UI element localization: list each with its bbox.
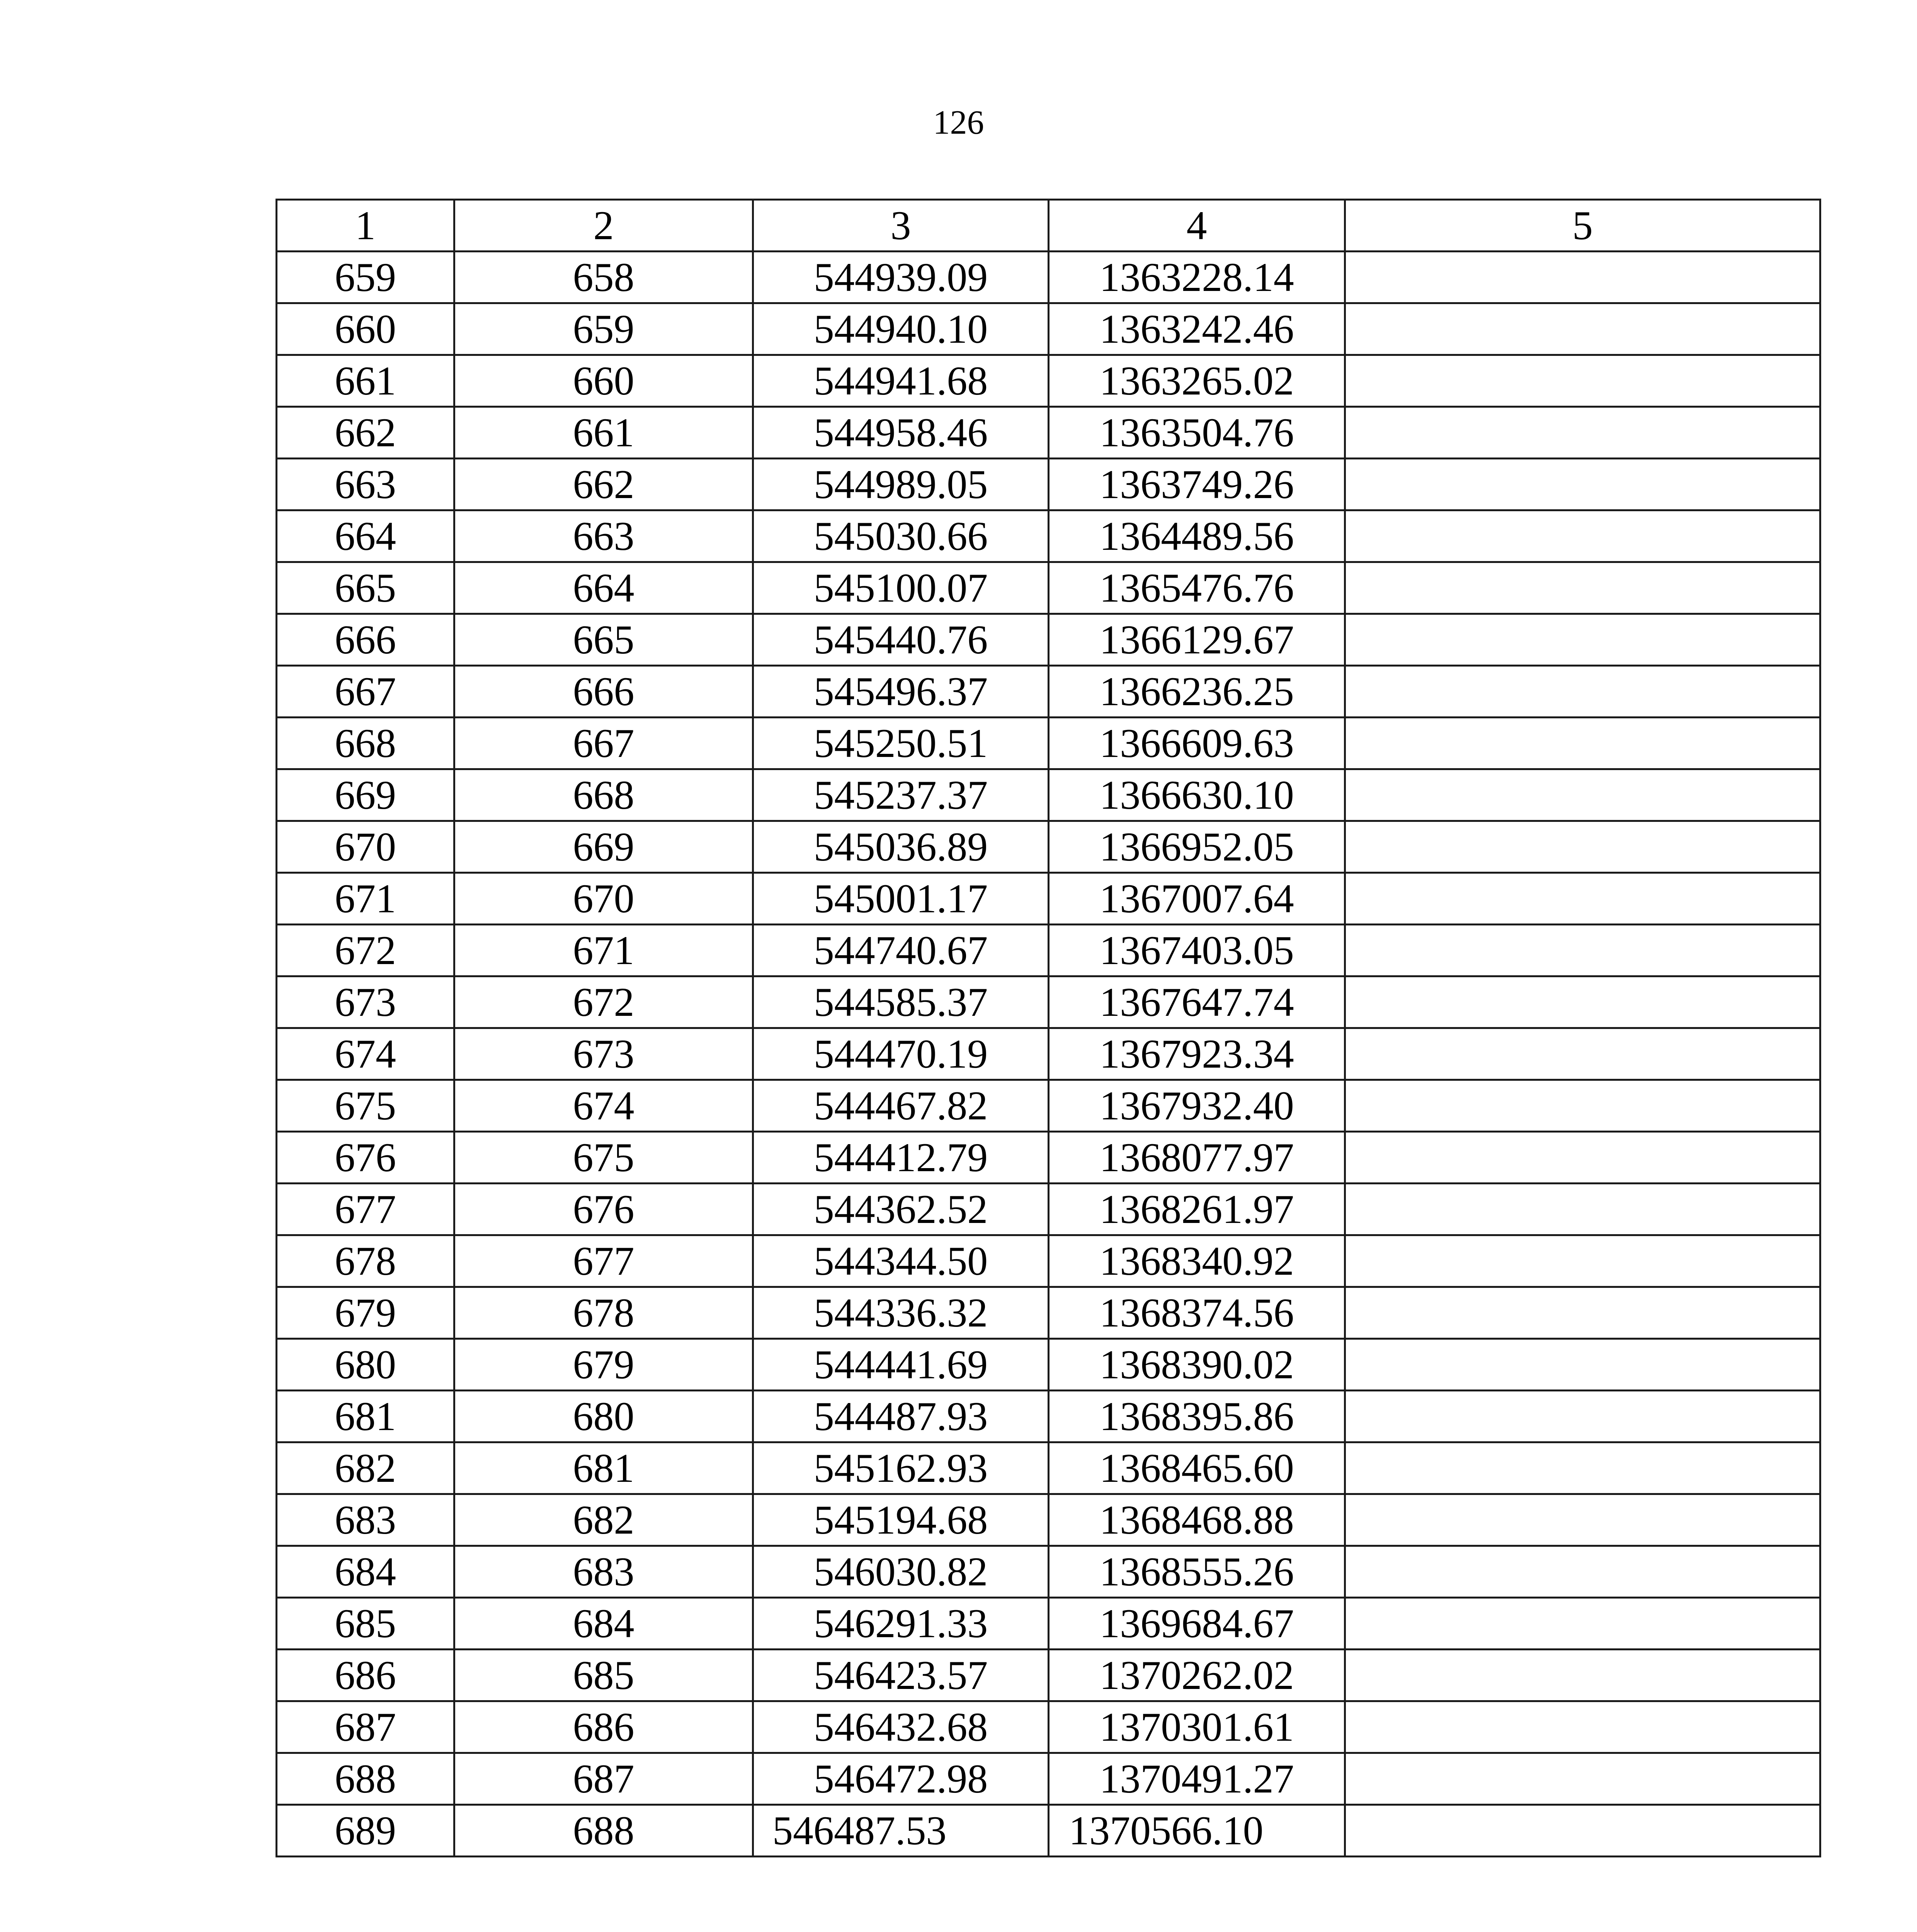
column-number-cell: 1 [277, 200, 454, 252]
boundary-point-cell: 675 [454, 1132, 753, 1184]
note-cell [1345, 1805, 1820, 1857]
coordinate-x-cell: 546487.53 [753, 1805, 1049, 1857]
note-cell [1345, 1391, 1820, 1442]
table-row [277, 1080, 1820, 1132]
note-cell [1345, 1184, 1820, 1235]
coordinate-x-cell: 545036.89 [753, 821, 1049, 873]
boundary-point-cell: 665 [454, 614, 753, 666]
column-number-cell: 3 [753, 200, 1049, 252]
note-cell [1345, 1546, 1820, 1598]
coordinate-y-cell: 1367647.74 [1049, 976, 1345, 1028]
coordinate-y-cell: 1368374.56 [1049, 1287, 1345, 1339]
table-row [277, 873, 1820, 925]
table-row [277, 1546, 1820, 1598]
point-number-cell: 681 [277, 1391, 454, 1442]
point-number-cell: 661 [277, 355, 454, 407]
boundary-point-cell: 687 [454, 1753, 753, 1805]
note-cell [1345, 1339, 1820, 1391]
table-row [277, 1235, 1820, 1287]
boundary-point-cell: 678 [454, 1287, 753, 1339]
coordinate-x-cell: 545496.37 [753, 666, 1049, 718]
table-row [277, 1753, 1820, 1805]
coordinate-y-cell: 1367007.64 [1049, 873, 1345, 925]
point-number-cell: 679 [277, 1287, 454, 1339]
boundary-point-cell: 679 [454, 1339, 753, 1391]
coordinate-y-cell: 1367923.34 [1049, 1028, 1345, 1080]
coordinate-x-cell: 546432.68 [753, 1701, 1049, 1753]
boundary-point-cell: 684 [454, 1598, 753, 1650]
note-cell [1345, 614, 1820, 666]
note-cell [1345, 1235, 1820, 1287]
point-number-cell: 669 [277, 769, 454, 821]
note-cell [1345, 821, 1820, 873]
point-number-cell: 680 [277, 1339, 454, 1391]
column-number-cell: 2 [454, 200, 753, 252]
boundary-point-cell: 673 [454, 1028, 753, 1080]
coordinate-y-cell: 1368340.92 [1049, 1235, 1345, 1287]
table-row [277, 925, 1820, 976]
table-row [277, 355, 1820, 407]
coordinate-y-cell: 1363242.46 [1049, 303, 1345, 355]
coordinate-x-cell: 544467.82 [753, 1080, 1049, 1132]
coordinate-x-cell: 546472.98 [753, 1753, 1049, 1805]
coordinate-y-cell: 1363228.14 [1049, 252, 1345, 303]
note-cell [1345, 1753, 1820, 1805]
coordinate-x-cell: 545030.66 [753, 510, 1049, 562]
note-cell [1345, 1132, 1820, 1184]
point-number-cell: 662 [277, 407, 454, 459]
boundary-point-cell: 676 [454, 1184, 753, 1235]
point-number-cell: 678 [277, 1235, 454, 1287]
boundary-point-cell: 660 [454, 355, 753, 407]
coordinate-y-cell: 1363749.26 [1049, 459, 1345, 510]
boundary-point-cell: 669 [454, 821, 753, 873]
boundary-point-cell: 666 [454, 666, 753, 718]
boundary-point-cell: 658 [454, 252, 753, 303]
coordinate-x-cell: 544989.05 [753, 459, 1049, 510]
point-number-cell: 686 [277, 1650, 454, 1701]
note-cell [1345, 1494, 1820, 1546]
boundary-point-cell: 674 [454, 1080, 753, 1132]
coordinate-x-cell: 544412.79 [753, 1132, 1049, 1184]
boundary-point-cell: 672 [454, 976, 753, 1028]
point-number-cell: 660 [277, 303, 454, 355]
point-number-cell: 672 [277, 925, 454, 976]
coordinate-y-cell: 1366236.25 [1049, 666, 1345, 718]
coordinate-x-cell: 545440.76 [753, 614, 1049, 666]
point-number-cell: 664 [277, 510, 454, 562]
coordinate-y-cell: 1368465.60 [1049, 1442, 1345, 1494]
table-row [277, 1391, 1820, 1442]
coordinate-y-cell: 1368077.97 [1049, 1132, 1345, 1184]
coordinate-y-cell: 1370262.02 [1049, 1650, 1345, 1701]
boundary-point-cell: 671 [454, 925, 753, 976]
coordinate-y-cell: 1363504.76 [1049, 407, 1345, 459]
table-row [277, 718, 1820, 769]
point-number-cell: 684 [277, 1546, 454, 1598]
note-cell [1345, 769, 1820, 821]
coordinate-x-cell: 544939.09 [753, 252, 1049, 303]
table-row [277, 1339, 1820, 1391]
boundary-point-cell: 682 [454, 1494, 753, 1546]
column-number-row [277, 200, 1820, 252]
note-cell [1345, 355, 1820, 407]
table-row [277, 562, 1820, 614]
table-row [277, 1028, 1820, 1080]
table-row [277, 976, 1820, 1028]
boundary-point-cell: 661 [454, 407, 753, 459]
coordinate-y-cell: 1368261.97 [1049, 1184, 1345, 1235]
point-number-cell: 689 [277, 1805, 454, 1857]
point-number-cell: 670 [277, 821, 454, 873]
coordinate-y-cell: 1368468.88 [1049, 1494, 1345, 1546]
coordinate-x-cell: 546030.82 [753, 1546, 1049, 1598]
coordinate-y-cell: 1366129.67 [1049, 614, 1345, 666]
point-number-cell: 688 [277, 1753, 454, 1805]
boundary-point-cell: 683 [454, 1546, 753, 1598]
coordinate-y-cell: 1366952.05 [1049, 821, 1345, 873]
point-number-cell: 671 [277, 873, 454, 925]
note-cell [1345, 1442, 1820, 1494]
boundary-point-cell: 667 [454, 718, 753, 769]
note-cell [1345, 873, 1820, 925]
coordinate-x-cell: 545162.93 [753, 1442, 1049, 1494]
table-row [277, 769, 1820, 821]
coordinates-table-main [276, 199, 1821, 1857]
coordinate-x-cell: 544740.67 [753, 925, 1049, 976]
point-number-cell: 667 [277, 666, 454, 718]
coordinate-x-cell: 546291.33 [753, 1598, 1049, 1650]
column-number-cell: 4 [1049, 200, 1345, 252]
point-number-cell: 675 [277, 1080, 454, 1132]
coordinate-y-cell: 1368395.86 [1049, 1391, 1345, 1442]
note-cell [1345, 976, 1820, 1028]
note-cell [1345, 562, 1820, 614]
coordinate-y-cell: 1368390.02 [1049, 1339, 1345, 1391]
table-row [277, 1598, 1820, 1650]
note-cell [1345, 1080, 1820, 1132]
coordinate-x-cell: 544941.68 [753, 355, 1049, 407]
coordinate-x-cell: 545194.68 [753, 1494, 1049, 1546]
table-row [277, 1442, 1820, 1494]
coordinate-x-cell: 545250.51 [753, 718, 1049, 769]
note-cell [1345, 1598, 1820, 1650]
coordinate-y-cell: 1370301.61 [1049, 1701, 1345, 1753]
point-number-cell: 682 [277, 1442, 454, 1494]
boundary-point-cell: 664 [454, 562, 753, 614]
point-number-cell: 666 [277, 614, 454, 666]
coordinate-x-cell: 544470.19 [753, 1028, 1049, 1080]
coordinate-x-cell: 544336.32 [753, 1287, 1049, 1339]
column-number-cell: 5 [1345, 200, 1820, 252]
point-number-cell: 685 [277, 1598, 454, 1650]
point-number-cell: 663 [277, 459, 454, 510]
page-number: 126 [933, 104, 984, 141]
table-row [277, 1701, 1820, 1753]
point-number-cell: 673 [277, 976, 454, 1028]
note-cell [1345, 666, 1820, 718]
note-cell [1345, 303, 1820, 355]
boundary-point-cell: 688 [454, 1805, 753, 1857]
table-row [277, 459, 1820, 510]
note-cell [1345, 252, 1820, 303]
note-cell [1345, 1028, 1820, 1080]
point-number-cell: 674 [277, 1028, 454, 1080]
coordinate-x-cell: 545100.07 [753, 562, 1049, 614]
coordinate-y-cell: 1364489.56 [1049, 510, 1345, 562]
table-row [277, 303, 1820, 355]
boundary-point-cell: 681 [454, 1442, 753, 1494]
table-row [277, 1494, 1820, 1546]
coordinate-x-cell: 544487.93 [753, 1391, 1049, 1442]
point-number-cell: 677 [277, 1184, 454, 1235]
coordinate-y-cell: 1367932.40 [1049, 1080, 1345, 1132]
point-number-cell: 687 [277, 1701, 454, 1753]
coordinate-x-cell: 545237.37 [753, 769, 1049, 821]
coordinate-y-cell: 1370491.27 [1049, 1753, 1345, 1805]
table-row [277, 1650, 1820, 1701]
point-number-cell: 676 [277, 1132, 454, 1184]
boundary-point-cell: 680 [454, 1391, 753, 1442]
note-cell [1345, 1287, 1820, 1339]
table-row [277, 614, 1820, 666]
note-cell [1345, 459, 1820, 510]
point-number-cell: 683 [277, 1494, 454, 1546]
boundary-point-cell: 685 [454, 1650, 753, 1701]
table-row [277, 1805, 1820, 1857]
coordinate-y-cell: 1370566.10 [1049, 1805, 1345, 1857]
coordinates-table-main-body [277, 200, 1820, 1857]
coordinate-x-cell: 545001.17 [753, 873, 1049, 925]
coordinate-x-cell: 544940.10 [753, 303, 1049, 355]
coordinate-x-cell: 546423.57 [753, 1650, 1049, 1701]
coordinate-y-cell: 1368555.26 [1049, 1546, 1345, 1598]
coordinate-y-cell: 1366609.63 [1049, 718, 1345, 769]
table-row [277, 407, 1820, 459]
coordinate-y-cell: 1367403.05 [1049, 925, 1345, 976]
coordinate-x-cell: 544585.37 [753, 976, 1049, 1028]
note-cell [1345, 510, 1820, 562]
coordinate-x-cell: 544344.50 [753, 1235, 1049, 1287]
point-number-cell: 665 [277, 562, 454, 614]
coordinate-x-cell: 544441.69 [753, 1339, 1049, 1391]
table-row [277, 510, 1820, 562]
table-row [277, 1132, 1820, 1184]
note-cell [1345, 925, 1820, 976]
boundary-point-cell: 668 [454, 769, 753, 821]
table-row [277, 1184, 1820, 1235]
note-cell [1345, 718, 1820, 769]
boundary-point-cell: 662 [454, 459, 753, 510]
coordinate-y-cell: 1365476.76 [1049, 562, 1345, 614]
boundary-point-cell: 659 [454, 303, 753, 355]
coordinate-y-cell: 1363265.02 [1049, 355, 1345, 407]
boundary-point-cell: 686 [454, 1701, 753, 1753]
table-row [277, 666, 1820, 718]
coordinate-x-cell: 544958.46 [753, 407, 1049, 459]
note-cell [1345, 1650, 1820, 1701]
table-row [277, 252, 1820, 303]
coordinate-y-cell: 1369684.67 [1049, 1598, 1345, 1650]
note-cell [1345, 407, 1820, 459]
boundary-point-cell: 670 [454, 873, 753, 925]
table-row [277, 821, 1820, 873]
note-cell [1345, 1701, 1820, 1753]
boundary-point-cell: 663 [454, 510, 753, 562]
point-number-cell: 659 [277, 252, 454, 303]
coordinate-y-cell: 1366630.10 [1049, 769, 1345, 821]
point-number-cell: 668 [277, 718, 454, 769]
table-row [277, 1287, 1820, 1339]
coordinate-x-cell: 544362.52 [753, 1184, 1049, 1235]
boundary-point-cell: 677 [454, 1235, 753, 1287]
